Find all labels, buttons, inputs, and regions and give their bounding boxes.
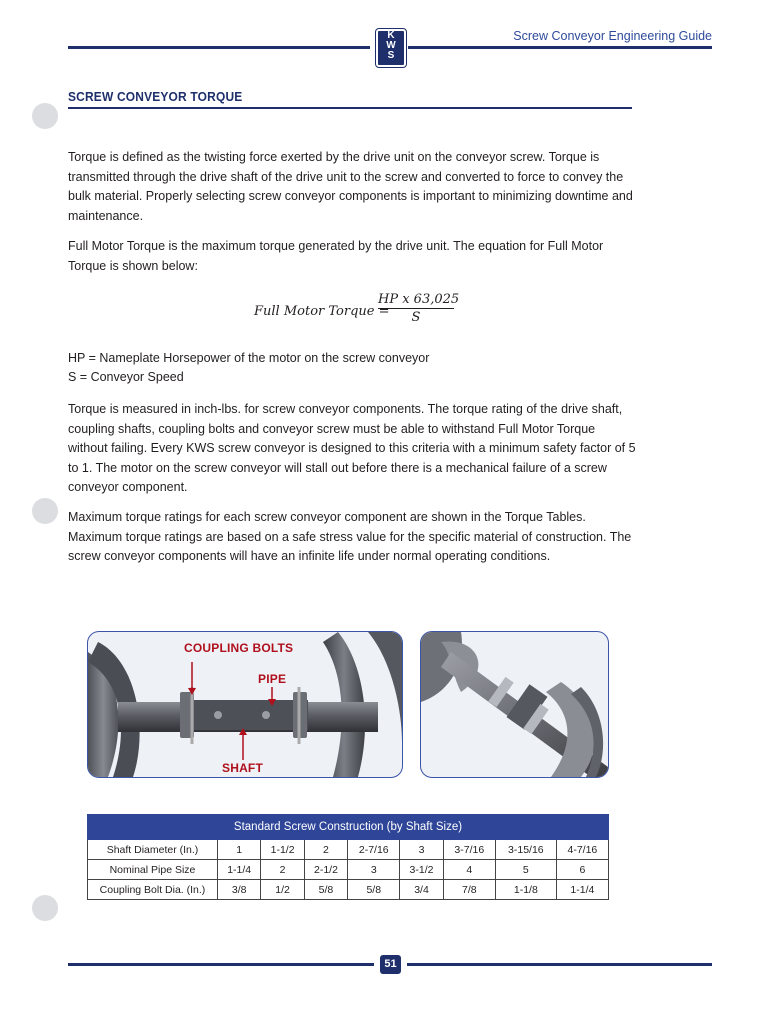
screw-construction-table (87, 814, 609, 900)
table-title-row (88, 815, 609, 840)
table-cell: 2-7/16 (348, 840, 400, 860)
table-cell: 3-7/16 (443, 840, 495, 860)
paragraph-max-torque: Maximum torque ratings for each screw conveyor component are shown in the Torque Tables. Maximum torque ratings are based on a safe stress value for the specific material of construction. The screw conveyor components will have an infinite life under normal operating conditions. (68, 510, 632, 563)
screw-perspective-drawing (421, 632, 608, 777)
label-shaft: SHAFT (222, 761, 263, 775)
table-cell: 5/8 (348, 880, 400, 900)
table-cell: 2 (261, 860, 304, 880)
table-cell: 7/8 (443, 880, 495, 900)
table-cell: 2-1/2 (304, 860, 347, 880)
header-title: Screw Conveyor Engineering Guide (513, 29, 712, 43)
table-cell: 3-15/16 (495, 840, 556, 860)
table-row (88, 880, 609, 900)
table-cell: 3/4 (400, 880, 443, 900)
table-cell: 1/2 (261, 880, 304, 900)
table-cell: 6 (556, 860, 608, 880)
table-cell: 3 (348, 860, 400, 880)
table-row (88, 860, 609, 880)
table-cell: 2 (304, 840, 347, 860)
label-coupling-bolts: COUPLING BOLTS (184, 641, 294, 655)
formula-fraction (378, 292, 460, 325)
table-cell: 3-1/2 (400, 860, 443, 880)
header-rule-right (408, 46, 712, 49)
table-cell: 4-7/16 (556, 840, 608, 860)
binder-hole-top (32, 103, 58, 129)
table-cell: 1-1/4 (556, 880, 608, 900)
section-title: SCREW CONVEYOR TORQUE (68, 89, 243, 104)
formula-numerator: HP x 63,025 (378, 292, 460, 307)
table-cell: 4 (443, 860, 495, 880)
definition-hp: HP = Nameplate Horsepower of the motor on the screw conveyor (68, 351, 430, 365)
paragraph-torque-rating: Torque is measured in inch-lbs. for screw conveyor components. The torque rating of the drive shaft, coupling shafts, coupling bolts and conveyor screw must be able to withstand Full Motor Torque without failing. Every KWS screw conveyor is designed to this criteria with a minimum safety factor of 5 to 1. The motor on the screw conveyor will stall out before there is a mechanical failure of a screw conveyor component. (68, 402, 636, 494)
header-rule-left (68, 46, 370, 49)
section-rule (68, 107, 632, 109)
logo-letter-w: W (386, 40, 396, 51)
paragraph-full-motor-torque: Full Motor Torque is the maximum torque generated by the drive unit. The equation for Full Motor Torque is shown below: (68, 239, 604, 273)
label-pipe: PIPE (258, 672, 287, 686)
page-number: 51 (380, 955, 401, 974)
table-cell: 1-1/8 (495, 880, 556, 900)
coupling-illustration (87, 631, 403, 778)
footer-rule-left (68, 963, 374, 966)
binder-hole-middle (32, 498, 58, 524)
row-header: Coupling Bolt Dia. (In.) (88, 880, 218, 900)
definition-s: S = Conveyor Speed (68, 370, 184, 384)
table-cell: 1-1/2 (261, 840, 304, 860)
table-row (88, 840, 609, 860)
table-cell: 5/8 (304, 880, 347, 900)
table-cell: 3 (400, 840, 443, 860)
paragraph-torque-definition: Torque is defined as the twisting force exerted by the drive unit on the conveyor screw. Torque is transmitted through the drive shaft of the drive unit to the screw and converted to force to convey the bulk material. Properly selecting screw conveyor components is important to minimizing downtime and maintenance. (68, 150, 633, 223)
table-title: Standard Screw Construction (by Shaft Size) (88, 815, 609, 840)
row-header: Nominal Pipe Size (88, 860, 218, 880)
binder-hole-bottom (32, 895, 58, 921)
table-cell: 1 (218, 840, 261, 860)
footer-rule-right (407, 963, 712, 966)
formula-lhs: Full Motor Torque = (254, 304, 390, 319)
logo-letter-s: S (387, 50, 395, 61)
table-cell: 3/8 (218, 880, 261, 900)
logo-letter-k: K (387, 30, 395, 41)
formula-denominator: S (411, 310, 421, 325)
screw-perspective-illustration (420, 631, 609, 778)
kws-logo (376, 29, 406, 67)
table-cell: 5 (495, 860, 556, 880)
row-header: Shaft Diameter (In.) (88, 840, 218, 860)
table-cell: 1-1/4 (218, 860, 261, 880)
